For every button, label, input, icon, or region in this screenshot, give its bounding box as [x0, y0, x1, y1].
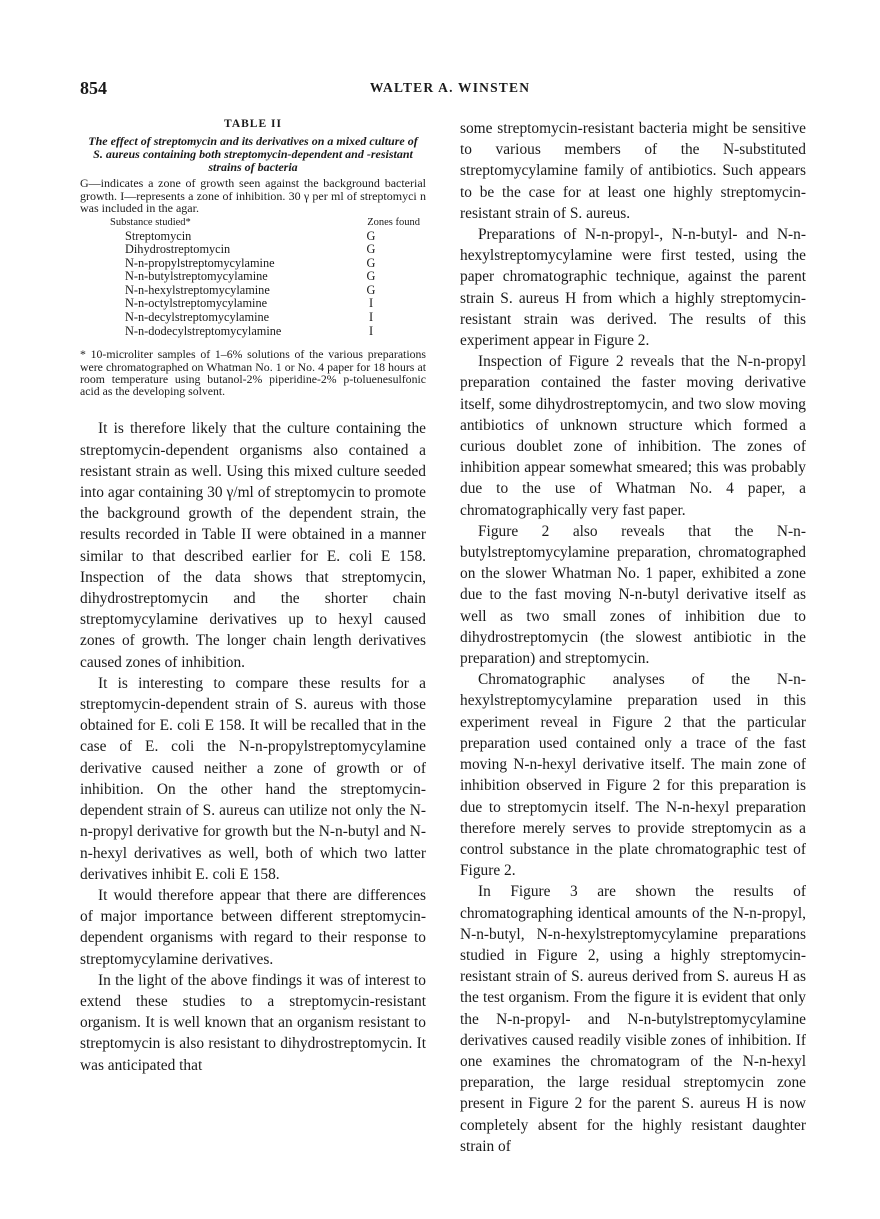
zone-cell: G: [366, 228, 376, 243]
table-header-row: [80, 217, 426, 230]
table-row: [80, 325, 426, 339]
table-footnote: * 10-microliter samples of 1–6% solutions of the various preparations were chromatographed on Whatman No. 1 or No. 4 paper for 18 hours at room temperature using butanol-2% piperidine-2% p-toluenesulfonic acid as the developing solvent.: [80, 347, 426, 399]
paragraph: In the light of the above findings it was of interest to extend these studies to a streptomycin-resistant organism. It is well known that an organism resistant to streptomycin is also resistant to dihydrostreptomycin. It was anticipated that: [80, 971, 426, 1074]
left-column: [80, 118, 426, 1076]
table-row: [80, 230, 426, 244]
page-header: [80, 78, 820, 102]
data-table: [80, 217, 426, 339]
substance-cell: N-n-hexylstreptomycylamine: [125, 282, 270, 297]
table-row: [80, 257, 426, 271]
paragraph: Inspection of Figure 2 reveals that the N-n-propyl preparation contained the faster moving derivative itself, some dihydrostreptomycin, and two slow moving antibiotics of unknown structure which formed a curious doublet zone of inhibition. The zones of inhibition appear somewhat smeared; this was probably due to the use of Whatman No. 4 paper, a chromatographically very fast paper.: [460, 353, 806, 519]
table-caption: The effect of streptomycin and its derivatives on a mixed culture of S. aureus containing both streptomycin-dependent and -resistant strains of bacteria: [88, 134, 418, 174]
column-header-substance: Substance studied*: [110, 216, 191, 228]
paragraph: Preparations of N-n-propyl-, N-n-butyl- and N-n-hexylstreptomycylamine were first tested, using the paper chromatographic technique, against the parent strain S. aureus H from which a highly streptomycin-resistant strain was derived. The results of this experiment appear in Figure 2.: [460, 226, 806, 350]
substance-cell: N-n-octylstreptomycylamine: [125, 296, 268, 311]
zone-cell: I: [368, 323, 374, 338]
right-body-text: [460, 118, 806, 1157]
zone-cell: G: [366, 269, 376, 284]
running-head: WALTER A. WINSTEN: [369, 80, 531, 95]
left-body-text: [80, 418, 426, 1075]
substance-cell: N-n-decylstreptomycylamine: [125, 310, 270, 325]
table-row: [80, 270, 426, 284]
substance-cell: N-n-propylstreptomycylamine: [125, 255, 275, 270]
substance-cell: N-n-butylstreptomycylamine: [125, 269, 268, 284]
paragraph: It is interesting to compare these results for a streptomycin-dependent strain of S. aureus with those obtained for E. coli E 158. It will be recalled that in the case of E. coli the N-n-propylstreptomycylamine derivative caused neither a zone of growth or of inhibition. On the other hand the streptomycin-dependent strain of S. aureus can utilize not only the N-n-propyl derivative for growth but the N-n-butyl and N-n-hexyl derivatives as well, both of which two latter derivatives inhibit E. coli E 158.: [80, 674, 426, 883]
zone-cell: I: [368, 310, 374, 325]
table-ii: [80, 118, 426, 397]
zone-cell: G: [366, 282, 376, 297]
zone-cell: I: [368, 296, 374, 311]
substance-cell: N-n-dodecylstreptomycylamine: [125, 323, 282, 338]
table-row: [80, 311, 426, 325]
right-column: [460, 118, 806, 1157]
zone-cell: G: [366, 242, 376, 257]
table-label: TABLE II: [224, 118, 282, 130]
paragraph: It is therefore likely that the culture containing the streptomycin-dependent organisms also contained a resistant strain as well. Using this mixed culture seeded into agar containing 30 γ/ml of streptomycin to promote the background growth of the dependent strain, the results recorded in Table II were obtained in a manner similar to that described earlier for E. coli E 158. Inspection of the data shows that streptomycin, dihydrostreptomycin and the shorter chain streptomycylamine derivatives up to hexyl caused zones of growth. The longer chain length derivatives caused zones of inhibition.: [80, 420, 426, 671]
substance-cell: Dihydrostreptomycin: [125, 242, 231, 257]
paragraph: Figure 2 also reveals that the N-n-butylstreptomycylamine preparation, chromatographed on the slower Whatman No. 1 paper, exhibited a zone due to the fast moving N-n-butyl derivative itself as well as two small zones of inhibition due to dihydrostreptomycin (the slowest antibiotic in the preparation) and streptomycin.: [460, 522, 806, 668]
table-note: G—indicates a zone of growth seen against the background bacterial growth. I—represents a zone of inhibition. 30 γ per ml of streptomyci n was included in the agar.: [80, 176, 426, 215]
zone-cell: G: [366, 255, 376, 270]
table-row: [80, 243, 426, 257]
table-row: [80, 297, 426, 311]
paragraph: some streptomycin-resistant bacteria might be sensitive to various members of the N-substituted streptomycylamine family of antibiotics. Such appears to be the case for at least one highly streptomycin-resistant strain of S. aureus.: [460, 120, 806, 222]
paragraph: In Figure 3 are shown the results of chromatographing identical amounts of the N-n-propyl, N-n-butyl, N-n-hexylstreptomycylamine preparations studied in Figure 2, using a highly streptomycin-resistant strain of S. aureus derived from S. aureus H as the test organism. From the figure it is evident that only the N-n-propyl- and N-n-butylstreptomycylamine derivatives caused readily visible zones of inhibition. If one examines the chromatogram of the N-n-hexyl preparation, the large residual streptomycin zone present in Figure 2 for the parent S. aureus H is now completely absent for the highly resistant daughter strain of: [460, 883, 806, 1155]
substance-cell: Streptomycin: [125, 228, 192, 243]
paragraph: It would therefore appear that there are differences of major importance between different streptomycin-dependent organisms with regard to their response to streptomycylamine derivatives.: [80, 886, 426, 968]
paragraph: Chromatographic analyses of the N-n-hexylstreptomycylamine preparation used in this experiment reveal in Figure 2 that the particular preparation used contained only a trace of the fast moving N-n-hexyl derivative itself. The main zone of inhibition observed in Figure 2 for this preparation is due to streptomycin itself. The N-n-hexyl preparation therefore merely serves to provide streptomycin as a control substance in the plate chromatographic test of Figure 2.: [460, 671, 806, 880]
table-row: [80, 284, 426, 298]
column-header-zones: Zones found: [367, 216, 420, 228]
page-number: 854: [80, 78, 107, 98]
